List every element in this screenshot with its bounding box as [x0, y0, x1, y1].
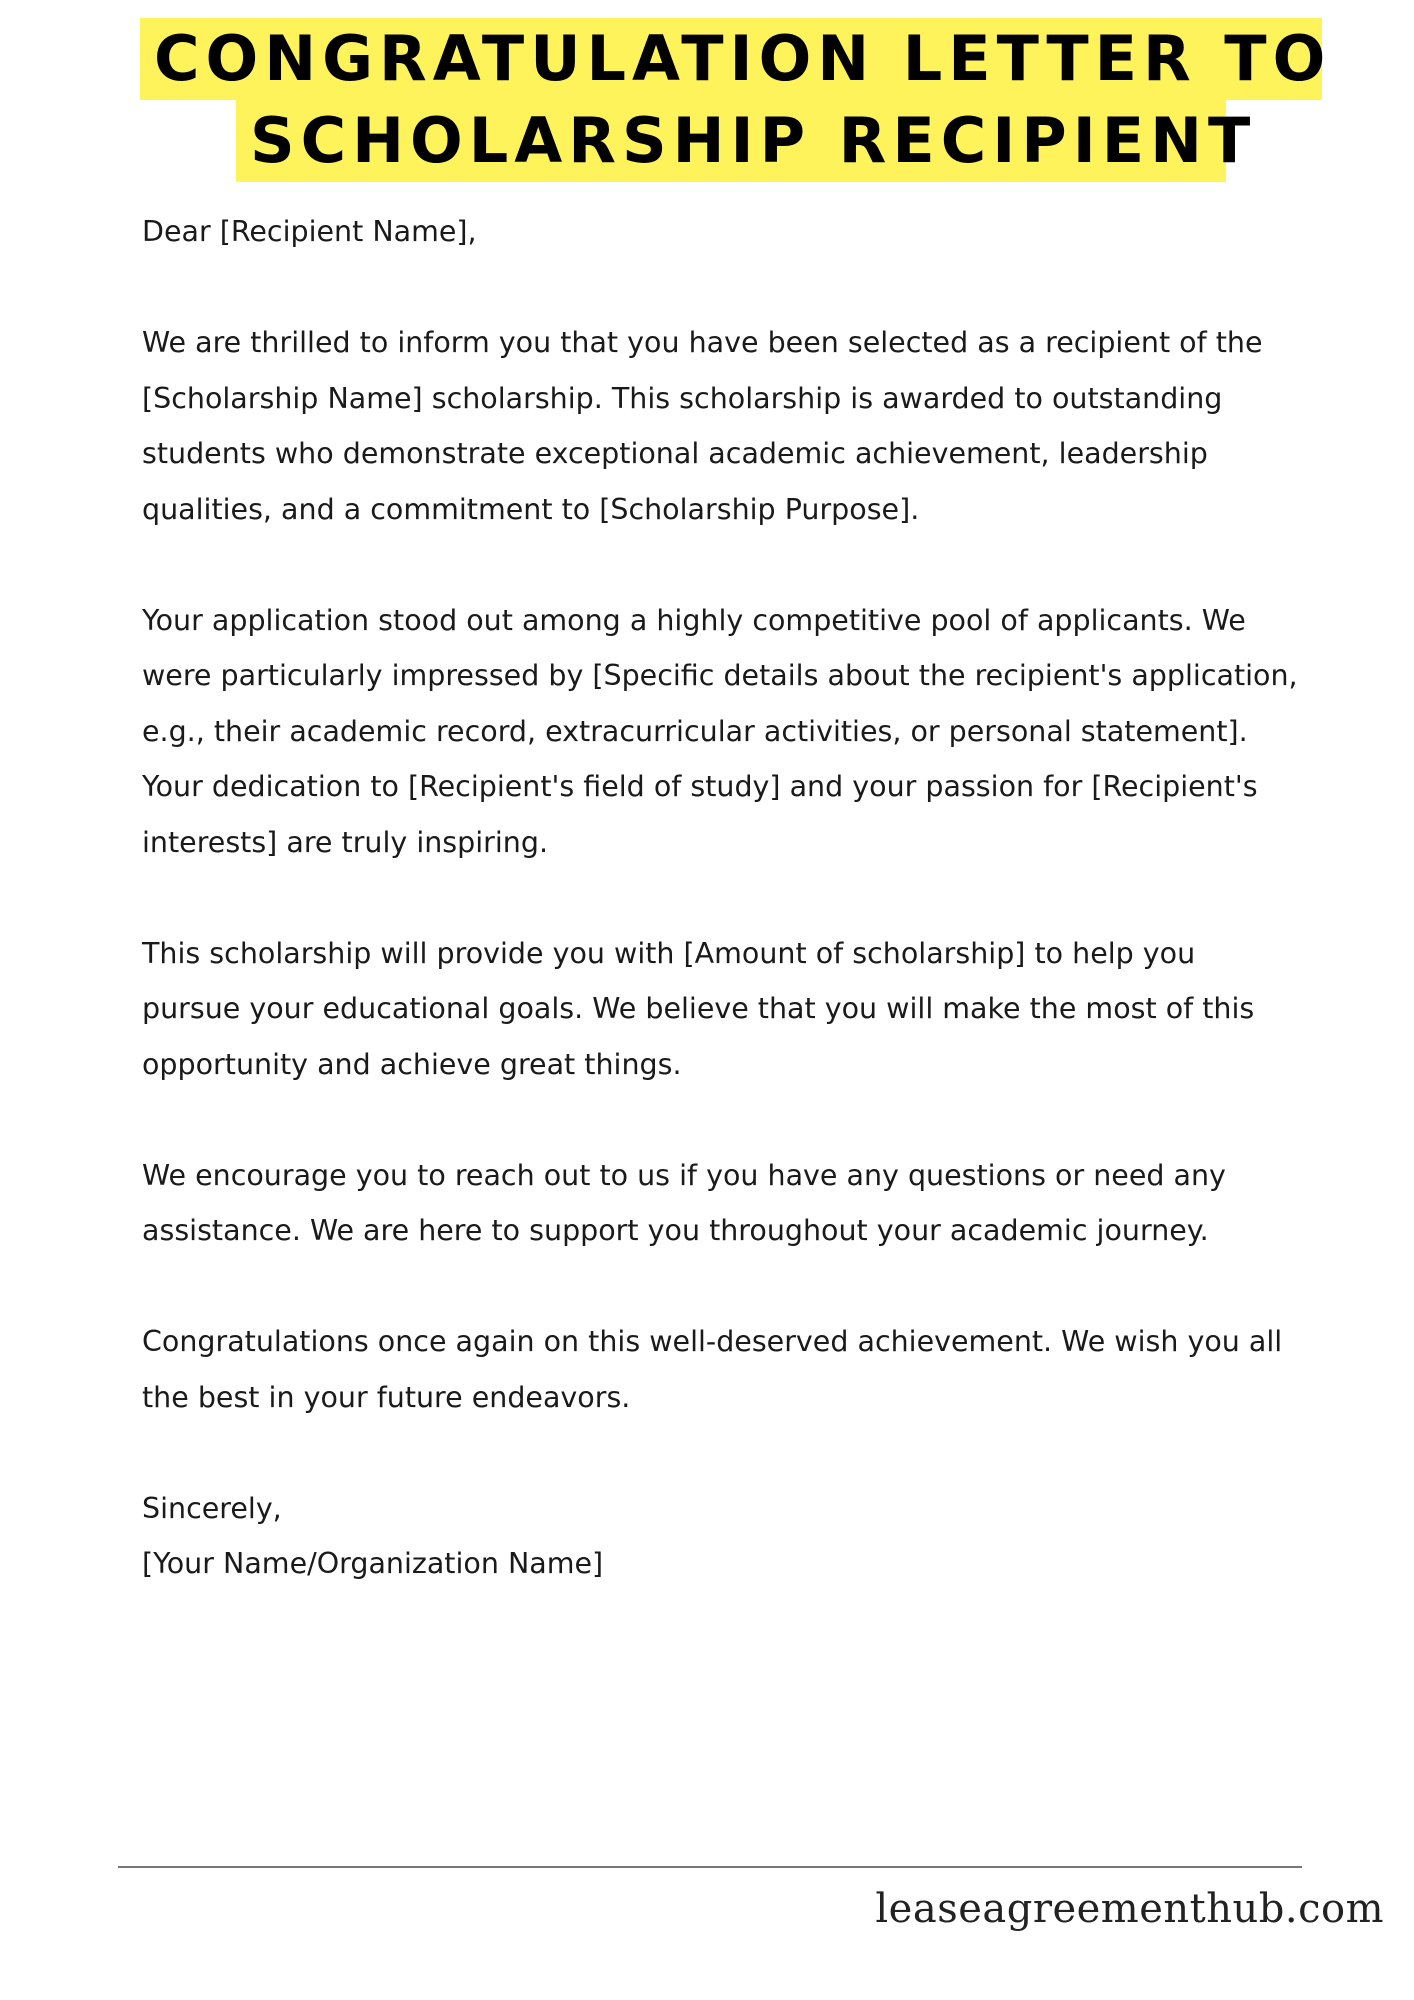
signature: [Your Name/Organization Name] [142, 1547, 604, 1580]
footer-divider [118, 1866, 1302, 1868]
letter-body [142, 204, 1302, 1592]
paragraph-2: Your application stood out among a highly competitive pool of applicants. We were particularly impressed by [Specific details about the recipient's application, e.g., their academic record, extracurricular activities, or personal statement]. Your dedication to [Recipient's field of study] and your passion for [Recipient's interests] are truly inspiring. [142, 603, 1298, 859]
paragraph-4: We encourage you to reach out to us if you have any questions or need any assistance. We are here to support you throughout your academic journey. [142, 1158, 1226, 1247]
salutation: Dear [Recipient Name], [142, 215, 477, 248]
closing-text: Sincerely, [142, 1491, 282, 1525]
title-line-2: SCHOLARSHIP RECIPIENT [236, 100, 1226, 182]
paragraph-1: We are thrilled to inform you that you have been selected as a recipient of the [Scholarship Name] scholarship. This scholarship is awarded to outstanding students who demonstrate exceptional academic achievement, leadership qualities, and a commitment to [Scholarship Purpose]. [142, 326, 1263, 526]
paragraph-3: This scholarship will provide you with [Amount of scholarship] to help you pursue your educational goals. We believe that you will make the most of this opportunity and achieve great things. [142, 936, 1255, 1081]
footer-website: leaseagreementhub.com [875, 1886, 1384, 1932]
title-line-1: CONGRATULATION LETTER TO [140, 18, 1322, 100]
closing [142, 1481, 1302, 1592]
paragraph-5: Congratulations once again on this well-deserved achievement. We wish you all the best in your future endeavors. [142, 1325, 1283, 1414]
